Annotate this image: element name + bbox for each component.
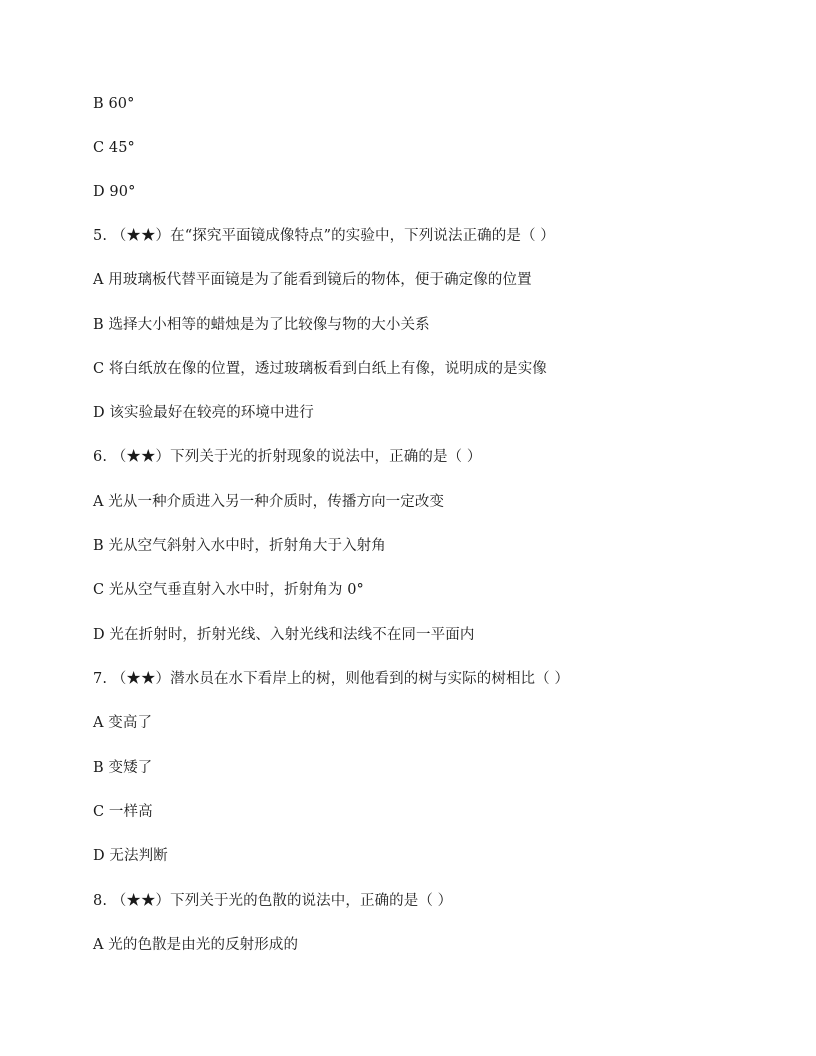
question-7: 7. （★★）潜水员在水下看岸上的树，则他看到的树与实际的树相比（ ） (93, 671, 570, 687)
option-b-q5: B 选择大小相等的蜡烛是为了比较像与物的大小关系 (93, 317, 430, 333)
question-5: 5. （★★）在“探究平面镜成像特点”的实验中，下列说法正确的是（ ） (93, 228, 555, 244)
option-c-q7: C 一样高 (93, 804, 153, 820)
option-b-q7: B 变矮了 (93, 760, 153, 776)
option-d-q7: D 无法判断 (93, 848, 168, 864)
option-a-q8: A 光的色散是由光的反射形成的 (93, 937, 299, 953)
option-b-q4: B 60° (93, 96, 135, 112)
option-a-q5: A 用玻璃板代替平面镜是为了能看到镜后的物体，便于确定像的位置 (93, 272, 532, 288)
option-d-q4: D 90° (93, 184, 136, 200)
option-a-q7: A 变高了 (93, 715, 153, 731)
option-c-q4: C 45° (93, 140, 135, 156)
option-c-q5: C 将白纸放在像的位置，透过玻璃板看到白纸上有像，说明成的是实像 (93, 361, 547, 377)
question-8: 8. （★★）下列关于光的色散的说法中，正确的是（ ） (93, 893, 453, 909)
question-6: 6. （★★）下列关于光的折射现象的说法中，正确的是（ ） (93, 449, 482, 465)
option-a-q6: A 光从一种介质进入另一种介质时，传播方向一定改变 (93, 494, 445, 510)
option-d-q6: D 光在折射时，折射光线、入射光线和法线不在同一平面内 (93, 627, 475, 643)
option-c-q6: C 光从空气垂直射入水中时，折射角为 0° (93, 582, 364, 598)
option-d-q5: D 该实验最好在较亮的环境中进行 (93, 405, 314, 421)
option-b-q6: B 光从空气斜射入水中时，折射角大于入射角 (93, 538, 386, 554)
